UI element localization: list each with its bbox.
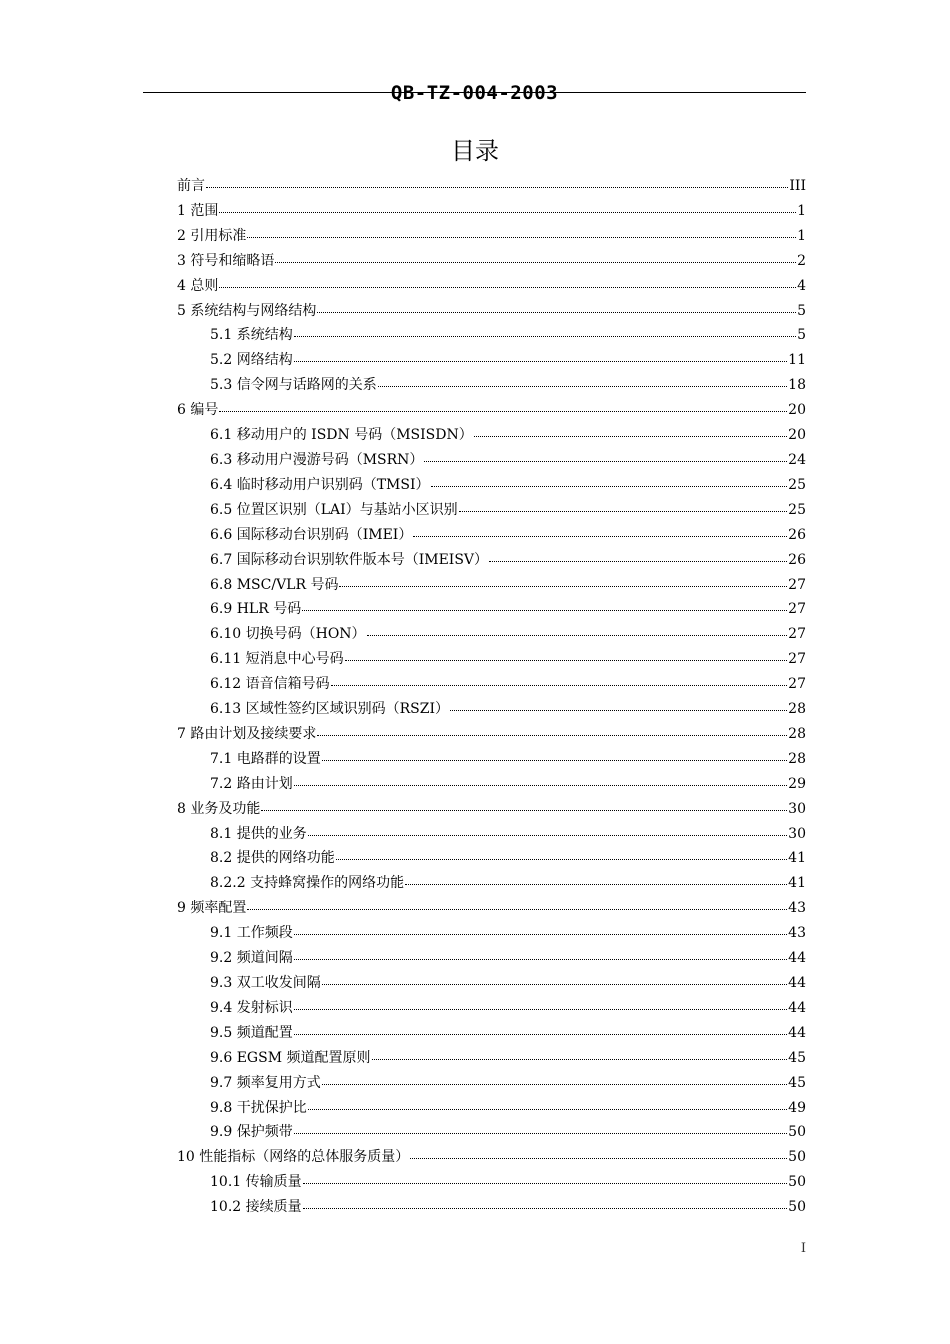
- toc-entry-page: 27: [788, 651, 806, 668]
- toc-entry-label: 6.6 国际移动台识别码（IMEI）: [210, 526, 413, 543]
- toc-entry[interactable]: [177, 1096, 806, 1121]
- toc-entry-label: 5.1 系统结构: [210, 327, 293, 344]
- toc-entry[interactable]: [177, 747, 806, 772]
- toc-entry-label: 9.3 双工收发间隔: [210, 975, 321, 991]
- toc-entry-label: 6 编号: [177, 402, 219, 419]
- toc-leader-dots: [322, 746, 787, 761]
- toc-entry-page: 41: [788, 850, 806, 867]
- toc-entry-label: 6.11 短消息中心号码: [210, 651, 344, 668]
- toc-entry[interactable]: [177, 373, 806, 398]
- toc-entry-page: 20: [788, 427, 806, 444]
- toc-leader-dots: [322, 1070, 787, 1085]
- toc-entry[interactable]: [177, 597, 806, 622]
- toc-leader-dots: [308, 1095, 787, 1110]
- toc-leader-dots: [275, 248, 796, 263]
- toc-entry-label: 3 符号和缩略语: [177, 252, 275, 269]
- toc-entry-page: 28: [788, 701, 806, 718]
- toc-entry[interactable]: [177, 672, 806, 697]
- toc-entry-page: 50: [788, 1124, 806, 1141]
- toc-entry-page: 2: [797, 252, 806, 269]
- toc-entry[interactable]: [177, 1071, 806, 1096]
- toc-leader-dots: [247, 895, 787, 910]
- toc-leader-dots: [367, 621, 788, 636]
- toc-leader-dots: [474, 422, 787, 437]
- toc-entry-label: 10.2 接续质量: [210, 1199, 302, 1216]
- toc-entry-page: 49: [788, 1099, 806, 1116]
- toc-leader-dots: [317, 298, 796, 313]
- toc-entry-label: 9 频率配置: [177, 900, 247, 917]
- toc-entry-page: 18: [788, 377, 806, 394]
- toc-entry-label: 7 路由计划及接续要求: [177, 725, 317, 742]
- document-code: QB-TZ-004-2003: [390, 82, 559, 104]
- toc-entry-label: 6.5 位置区识别（LAI）与基站小区识别: [210, 501, 458, 518]
- toc-leader-dots: [450, 696, 787, 711]
- toc-entry-label: 8.2 提供的网络功能: [210, 850, 335, 867]
- toc-entry-page: 11: [788, 352, 806, 369]
- toc-entry-label: 4 总则: [177, 277, 219, 294]
- toc-entry-page: 27: [788, 676, 806, 693]
- toc-entry-page: 44: [788, 999, 806, 1016]
- toc-entry-page: 45: [788, 1049, 806, 1066]
- toc-entry-label: 6.8 MSC/VLR 号码: [210, 576, 339, 593]
- toc-leader-dots: [405, 870, 787, 885]
- toc-entry[interactable]: [177, 1120, 806, 1145]
- toc-entry-page: 30: [788, 800, 806, 817]
- toc-leader-dots: [339, 572, 787, 587]
- toc-entry-page: 1: [797, 202, 806, 219]
- toc-entry-label: 6.10 切换号码（HON）: [210, 626, 366, 643]
- toc-entry[interactable]: [177, 224, 806, 249]
- toc-entry-label: 8 业务及功能: [177, 800, 261, 817]
- toc-entry-label: 9.5 频道配置: [210, 1024, 293, 1041]
- toc-entry-page: 1: [797, 227, 806, 244]
- toc-title: 目录: [451, 137, 499, 165]
- toc-entry-page: 43: [788, 900, 806, 917]
- toc-leader-dots: [410, 1144, 787, 1159]
- toc-leader-dots: [372, 1045, 788, 1060]
- toc-entry-label: 10.1 传输质量: [210, 1174, 302, 1191]
- toc-entry-page: 29: [788, 775, 806, 792]
- toc-entry[interactable]: [177, 697, 806, 722]
- toc-leader-dots: [322, 970, 787, 985]
- toc-leader-dots: [431, 472, 788, 487]
- toc-leader-dots: [294, 771, 787, 786]
- toc-entry-label: 9.9 保护频带: [210, 1124, 293, 1141]
- toc-leader-dots: [459, 497, 788, 512]
- toc-entry-label: 前言: [177, 178, 205, 194]
- toc-entry-page: 28: [788, 725, 806, 742]
- toc-entry-label: 6.9 HLR 号码: [210, 601, 302, 618]
- toc-entry[interactable]: [177, 971, 806, 996]
- toc-entry-page: 25: [788, 476, 806, 493]
- toc-entry[interactable]: [177, 1170, 806, 1195]
- toc-entry[interactable]: [177, 722, 806, 747]
- toc-entry[interactable]: [177, 274, 806, 299]
- toc-entry[interactable]: [177, 573, 806, 598]
- toc-leader-dots: [294, 1020, 787, 1035]
- toc-entry-page: 43: [788, 925, 806, 942]
- toc-entry[interactable]: [177, 946, 806, 971]
- toc-entry[interactable]: [177, 348, 806, 373]
- toc-entry-page: 44: [788, 950, 806, 967]
- toc-entry-page: 24: [788, 451, 806, 468]
- toc-leader-dots: [219, 273, 796, 288]
- toc-entry-page: 26: [788, 526, 806, 543]
- toc-entry-label: 7.1 电路群的设置: [210, 750, 321, 767]
- toc-entry-label: 9.2 频道间隔: [210, 950, 293, 967]
- toc-entry[interactable]: [177, 871, 806, 896]
- toc-entry-page: 26: [788, 551, 806, 568]
- toc-entry-page: 50: [788, 1199, 806, 1216]
- toc-entry-label: 6.3 移动用户漫游号码（MSRN）: [210, 451, 424, 468]
- toc-leader-dots: [206, 173, 788, 188]
- toc-leader-dots: [219, 198, 796, 213]
- toc-leader-dots: [308, 821, 787, 836]
- table-of-contents: [177, 174, 806, 1220]
- toc-leader-dots: [294, 1119, 787, 1134]
- toc-entry-label: 6.12 语音信箱号码: [210, 676, 330, 693]
- toc-entry[interactable]: [177, 448, 806, 473]
- toc-entry[interactable]: [177, 199, 806, 224]
- toc-leader-dots: [294, 995, 787, 1010]
- toc-leader-dots: [302, 596, 787, 611]
- toc-entry-page: 25: [788, 501, 806, 518]
- toc-leader-dots: [424, 447, 787, 462]
- toc-entry-label: 9.6 EGSM 频道配置原则: [210, 1049, 371, 1066]
- toc-entry[interactable]: [177, 299, 806, 324]
- toc-leader-dots: [261, 796, 787, 811]
- toc-leader-dots: [303, 1194, 788, 1209]
- toc-entry[interactable]: [177, 1145, 806, 1170]
- toc-entry[interactable]: [177, 1021, 806, 1046]
- toc-entry-label: 8.2.2 支持蜂窝操作的网络功能: [210, 875, 405, 892]
- toc-entry-page: 4: [797, 277, 806, 294]
- toc-entry-label: 5.3 信令网与话路网的关系: [210, 377, 377, 394]
- toc-entry[interactable]: [177, 548, 806, 573]
- toc-entry-label: 9.4 发射标识: [210, 999, 293, 1016]
- toc-entry[interactable]: [177, 822, 806, 847]
- toc-entry[interactable]: [177, 423, 806, 448]
- toc-entry-label: 6.4 临时移动用户识别码（TMSI）: [210, 476, 430, 493]
- toc-entry[interactable]: [177, 398, 806, 423]
- toc-entry[interactable]: [177, 174, 806, 199]
- toc-entry-label: 9.1 工作频段: [210, 925, 293, 942]
- toc-entry-page: 44: [788, 975, 806, 991]
- toc-leader-dots: [489, 547, 787, 562]
- toc-entry-label: 1 范围: [177, 202, 219, 219]
- toc-entry-page: 5: [797, 302, 806, 319]
- page-number: I: [800, 1241, 806, 1256]
- toc-leader-dots: [294, 920, 787, 935]
- toc-entry-page: 30: [788, 825, 806, 842]
- toc-entry[interactable]: [177, 797, 806, 822]
- toc-entry[interactable]: [177, 473, 806, 498]
- toc-leader-dots: [247, 223, 796, 238]
- toc-entry-page: 50: [788, 1149, 806, 1166]
- toc-entry-label: 9.7 频率复用方式: [210, 1074, 321, 1091]
- toc-entry-label: 5 系统结构与网络结构: [177, 302, 317, 319]
- toc-entry-page: 45: [788, 1074, 806, 1091]
- toc-leader-dots: [413, 522, 787, 537]
- toc-leader-dots: [303, 1169, 788, 1184]
- toc-entry[interactable]: [177, 323, 806, 348]
- toc-entry-page: 50: [788, 1174, 806, 1191]
- toc-entry[interactable]: [177, 249, 806, 274]
- toc-entry-page: III: [789, 178, 806, 194]
- toc-entry-page: 44: [788, 1024, 806, 1041]
- toc-entry[interactable]: [177, 498, 806, 523]
- document-header: [143, 80, 806, 108]
- toc-leader-dots: [294, 322, 796, 337]
- toc-entry-page: 27: [788, 626, 806, 643]
- toc-entry-page: 5: [797, 327, 806, 344]
- toc-entry[interactable]: [177, 1046, 806, 1071]
- toc-entry-page: 41: [788, 875, 806, 892]
- toc-entry-label: 5.2 网络结构: [210, 352, 293, 369]
- toc-entry[interactable]: [177, 523, 806, 548]
- toc-entry-label: 6.1 移动用户的 ISDN 号码（MSISDN）: [210, 427, 473, 444]
- toc-entry-page: 27: [788, 601, 806, 618]
- toc-entry[interactable]: [177, 647, 806, 672]
- toc-entry-page: 20: [788, 402, 806, 419]
- toc-leader-dots: [336, 845, 787, 860]
- toc-leader-dots: [294, 347, 787, 362]
- toc-leader-dots: [378, 372, 787, 387]
- toc-leader-dots: [345, 646, 788, 661]
- toc-entry[interactable]: [177, 622, 806, 647]
- toc-entry[interactable]: [177, 896, 806, 921]
- toc-entry-label: 2 引用标准: [177, 227, 247, 244]
- toc-entry-label: 8.1 提供的业务: [210, 825, 307, 842]
- toc-entry[interactable]: [177, 921, 806, 946]
- toc-entry-label: 10 性能指标（网络的总体服务质量）: [177, 1149, 410, 1166]
- toc-entry[interactable]: [177, 846, 806, 871]
- toc-leader-dots: [294, 945, 787, 960]
- toc-entry[interactable]: [177, 1195, 806, 1220]
- toc-entry-page: 27: [788, 576, 806, 593]
- toc-entry-label: 6.7 国际移动台识别软件版本号（IMEISV）: [210, 551, 489, 568]
- toc-entry[interactable]: [177, 996, 806, 1021]
- toc-entry-page: 28: [788, 750, 806, 767]
- toc-entry[interactable]: [177, 772, 806, 797]
- toc-leader-dots: [317, 721, 787, 736]
- toc-leader-dots: [331, 671, 788, 686]
- toc-entry-label: 7.2 路由计划: [210, 775, 293, 792]
- toc-entry-label: 6.13 区域性签约区域识别码（RSZI）: [210, 701, 450, 718]
- toc-entry-label: 9.8 干扰保护比: [210, 1099, 307, 1116]
- toc-leader-dots: [219, 397, 787, 412]
